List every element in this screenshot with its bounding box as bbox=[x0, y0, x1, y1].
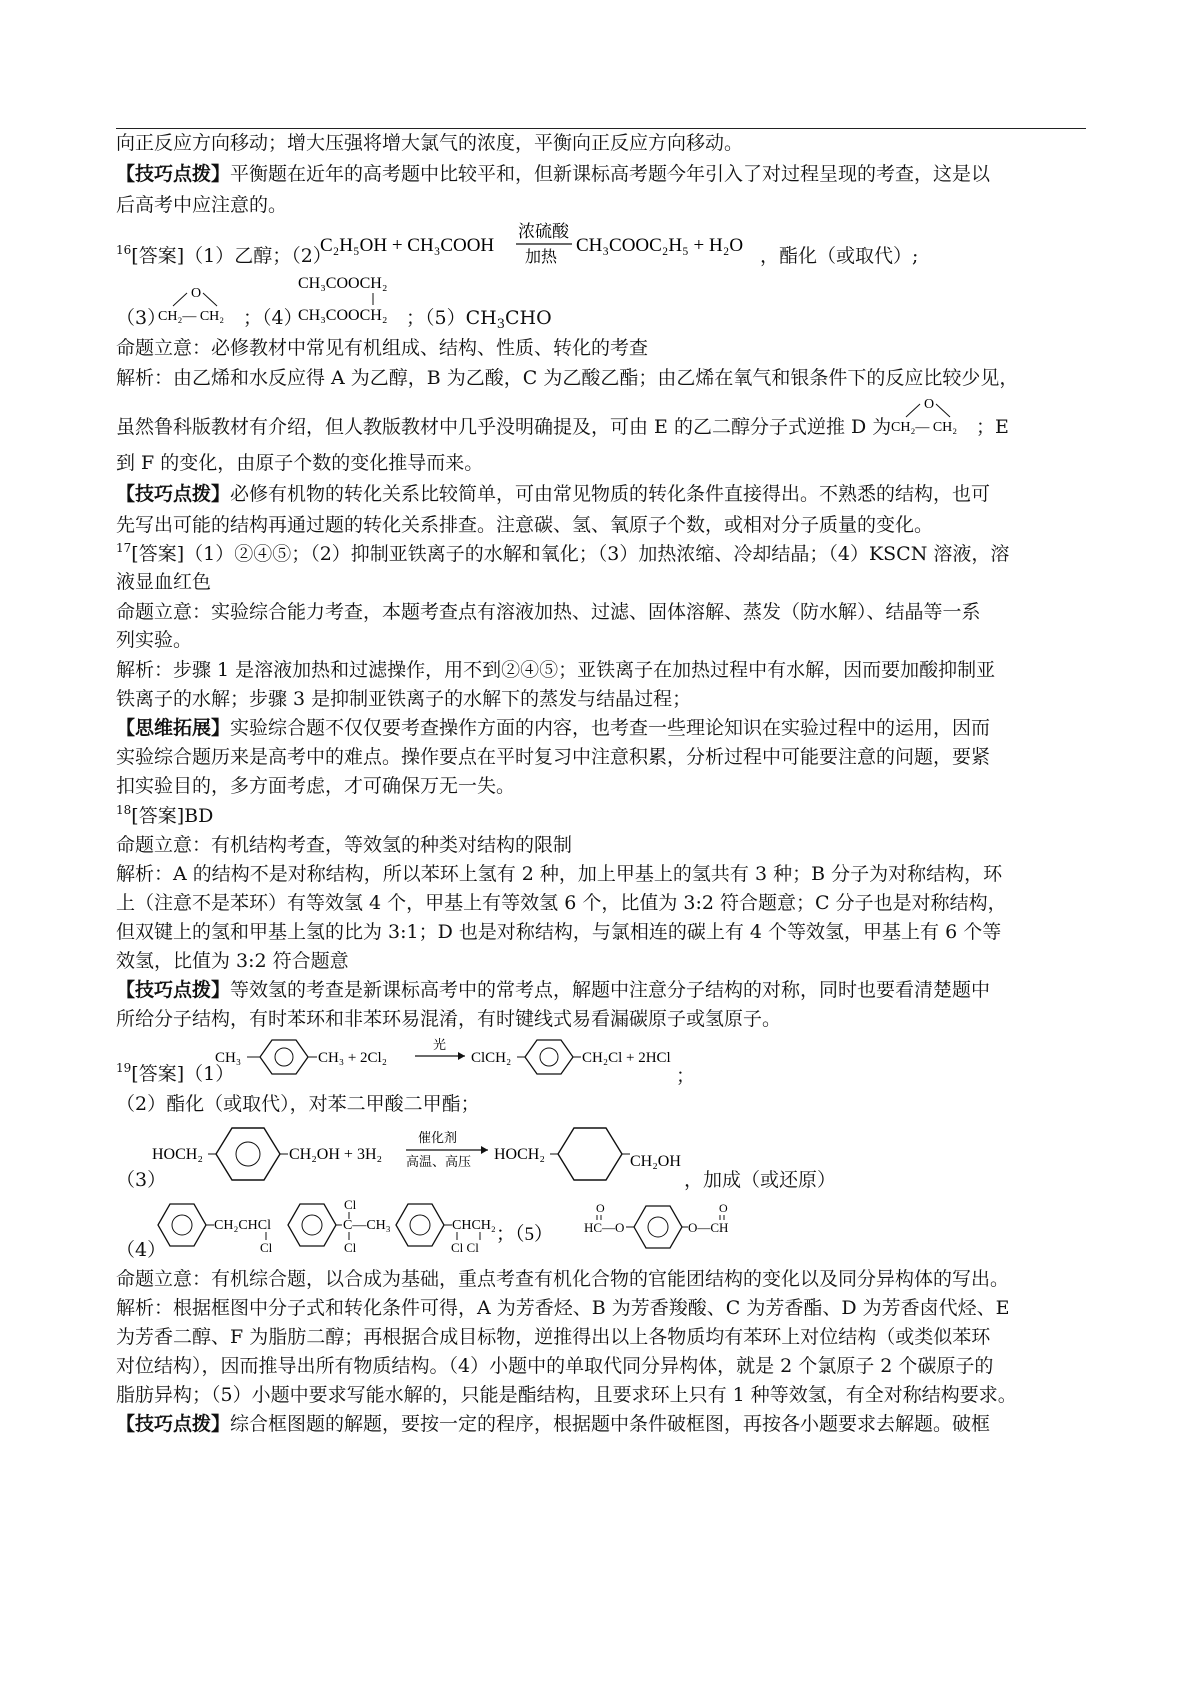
arrow-head bbox=[481, 1146, 488, 1154]
paragraph-line: 液显血红色 bbox=[116, 571, 212, 593]
benzene-ring-icon bbox=[158, 1204, 206, 1246]
epoxide-structure bbox=[888, 393, 978, 441]
text: ； bbox=[676, 1065, 696, 1087]
separator: ；（5） bbox=[496, 1224, 554, 1245]
isomer-structures bbox=[156, 1198, 756, 1268]
bond bbox=[203, 293, 217, 306]
chlorine-atom: Cl bbox=[344, 1240, 357, 1255]
methyl-group: CH₃ bbox=[215, 1050, 242, 1066]
ester-left: HC—O bbox=[584, 1220, 625, 1235]
benzene-ring-icon bbox=[260, 1040, 308, 1074]
text: CHO bbox=[504, 307, 552, 329]
equation-left: C₂H₅OH + CH₃COOH bbox=[320, 235, 495, 256]
paragraph-line: 先写出可能的结构再通过题的转化关系排查。注意碳、氢、氧原子个数，或相对分子质量的变化。 bbox=[116, 514, 934, 536]
text: [答案]（1）乙醇；（2） bbox=[131, 245, 332, 267]
analysis-line: 效氢，比值为 3:2 符合题意 bbox=[116, 950, 349, 972]
paragraph-line bbox=[116, 716, 990, 740]
benzene-ring-icon bbox=[525, 1040, 573, 1074]
analysis-line: 上（注意不是苯环）有等效氢 4 个，甲基上有等效氢 6 个，比值为 3:2 符合题意；C 分子也是对称结构， bbox=[116, 892, 1007, 914]
analysis-line: 为芳香二醇、F 为脂肪二醇；再根据合成目标物，逆推得出以上各物质均有苯环上对位结构（或类似苯环 bbox=[116, 1326, 991, 1348]
benzene-ring-icon bbox=[396, 1204, 444, 1246]
footnote-number: 19 bbox=[116, 1061, 132, 1075]
paragraph-line: （2）酯化（或取代），对苯二甲酸二甲酯； bbox=[116, 1093, 480, 1115]
diester-structure bbox=[298, 270, 410, 334]
condition-top: 催化剂 bbox=[418, 1130, 458, 1145]
diester-top: CH₃COOCH₂ bbox=[298, 275, 388, 292]
text: ；E bbox=[976, 416, 1009, 438]
analysis-line: 但双键上的氢和甲基上氢的比为 3:1；D 也是对称结构，与氯相连的碳上有 4 个等效氢，甲基上有 6 个等 bbox=[116, 921, 1002, 943]
bond bbox=[173, 293, 187, 306]
oxygen-atom: O bbox=[191, 286, 202, 301]
text: 必修有机物的转化关系比较简单，可由常见物质的转化条件直接得出。不熟悉的结构，也可 bbox=[230, 483, 991, 505]
paragraph-line: 所给分子结构，有时苯环和非苯环易混淆，有时键线式易看漏碳原子或氢原子。 bbox=[116, 1008, 782, 1030]
chlorine-atom: Cl bbox=[344, 1198, 357, 1212]
intent-line: 命题立意：实验综合能力考查，本题考查点有溶液加热、过滤、固体溶解、蒸发（防水解）、结晶等一系 bbox=[116, 601, 981, 623]
analysis-line: 对位结构），因而推导出所有物质结构。（4）小题中的单取代同分异构体，就是 2 个氯原子 2 个碳原子的 bbox=[116, 1355, 994, 1377]
isomer-2-chain: C—CH₃ bbox=[343, 1218, 391, 1233]
paragraph-line: 后高考中应注意的。 bbox=[116, 194, 288, 216]
condition: 光 bbox=[433, 1037, 447, 1052]
text: 综合框图题的解题，要按一定的程序，根据题中条件破框图，再按各小题要求去解题。破框 bbox=[230, 1413, 991, 1435]
equation-right: CH₃COOC₂H₅ + H₂O bbox=[576, 235, 744, 256]
analysis-line: 解析：根据框图中分子式和转化条件可得，A 为芳香烃、B 为芳香羧酸、C 为芳香酯、D 为芳香卤代烃、E bbox=[116, 1297, 1010, 1319]
text: ，酯化（或取代）; bbox=[760, 245, 919, 267]
paragraph-line: 扣实验目的，多方面考虑，才可确保万无一失。 bbox=[116, 775, 516, 797]
intent-line: 命题立意：有机综合题，以合成为基础，重点考查有机化合物的官能团结构的变化以及同分异构体的写出。 bbox=[116, 1268, 1010, 1290]
text: 平衡题在近年的高考题中比较平和，但新课标高考题今年引入了对过程呈现的考查，这是以 bbox=[230, 163, 991, 185]
text: ；（4） bbox=[243, 307, 303, 329]
benzene-ring-icon bbox=[634, 1206, 682, 1248]
isomer-1-chain: CH₂CHCl bbox=[214, 1218, 272, 1233]
condition-top: 浓硫酸 bbox=[518, 222, 569, 241]
chlorine-atoms: Cl Cl bbox=[451, 1240, 479, 1255]
tip-label: 【技巧点拨】 bbox=[116, 483, 231, 505]
tip-label: 【技巧点拨】 bbox=[116, 163, 231, 185]
condition-bottom: 加热 bbox=[525, 249, 558, 266]
text: [答案]（1）②④⑤；（2）抑制亚铁离子的水解和氧化；（3）加热浓缩、冷却结晶；（4）KSCN 溶液，溶 bbox=[131, 543, 1010, 565]
q17-answer-line bbox=[116, 542, 1009, 566]
think-label: 【思维拓展】 bbox=[116, 717, 231, 739]
text: ；$(5)CH_3CHO$ bbox=[406, 307, 552, 332]
paragraph-line bbox=[116, 1412, 990, 1436]
oxygen-atom: O bbox=[596, 1201, 605, 1215]
chlorine-atom: Cl bbox=[260, 1240, 273, 1255]
text: 实验综合题不仅仅要考查操作方面的内容，也考查一些理论知识在实验过程中的运用，因而 bbox=[230, 717, 991, 739]
reactant-left: HOCH₂ bbox=[152, 1146, 203, 1163]
bond bbox=[936, 404, 950, 417]
chlorination-equation bbox=[215, 1036, 685, 1084]
bond bbox=[906, 404, 920, 417]
text: （3） bbox=[116, 307, 167, 329]
epoxide-ring: CH₂— CH₂ bbox=[158, 309, 225, 324]
footnote-number: 17 bbox=[116, 541, 132, 555]
tip-label: 【技巧点拨】 bbox=[116, 979, 231, 1001]
text: 等效氢的考查是新课标高考中的常考点，解题中注意分子结构的对称，同时也要看清楚题中 bbox=[230, 979, 991, 1001]
tip-label: 【技巧点拨】 bbox=[116, 1413, 231, 1435]
epoxide-structure bbox=[155, 282, 245, 330]
paragraph-line bbox=[116, 978, 990, 1002]
oxygen-atom: O bbox=[924, 397, 935, 412]
diester-bottom: CH₃COOCH₂ bbox=[298, 307, 388, 324]
isomer-3-chain: CHCH₂ bbox=[452, 1218, 496, 1233]
ester-right: O—CH bbox=[688, 1220, 729, 1235]
product-left: ClCH₂ bbox=[471, 1050, 512, 1066]
analysis-line: 解析：A 的结构不是对称结构，所以苯环上氢有 2 种，加上甲基上的氢共有 3 种；B 分子为对称结构，环 bbox=[116, 863, 1003, 885]
paragraph-line bbox=[116, 162, 990, 186]
text: [答案]BD bbox=[131, 805, 214, 827]
paragraph-line bbox=[116, 482, 990, 506]
analysis-line: 脂肪异构；（5）小题中要求写能水解的，只能是酯结构，且要求环上只有 1 种等效氢，有全对称结构要求。 bbox=[116, 1384, 1017, 1406]
intent-line: 命题立意：有机结构考查，等效氢的种类对结构的限制 bbox=[116, 834, 573, 856]
product-right: CH₂OH bbox=[630, 1153, 681, 1170]
footnote-number: 18 bbox=[116, 803, 132, 817]
paragraph-line: 向正反应方向移动；增大压强将增大氯气的浓度，平衡向正反应方向移动。 bbox=[116, 132, 744, 154]
condition-bottom: 高温、高压 bbox=[406, 1154, 472, 1169]
benzene-ring-icon bbox=[216, 1128, 280, 1180]
cyclohexane-ring-icon bbox=[558, 1128, 622, 1180]
analysis-line: 铁离子的水解；步骤 3 是抑制亚铁离子的水解下的蒸发与结晶过程； bbox=[116, 688, 692, 710]
analysis-line: 到 F 的变化，由原子个数的变化推导而来。 bbox=[116, 452, 484, 474]
text: [答案]（1） bbox=[131, 1063, 235, 1085]
header-rule bbox=[116, 128, 1086, 129]
analysis-line: 虽然鲁科版教材有介绍，但人教版教材中几乎没明确提及，可由 E 的乙二醇分子式逆推 D 为 bbox=[116, 416, 892, 438]
q18-answer-line bbox=[116, 804, 213, 828]
analysis-line: 解析：由乙烯和水反应得 A 为乙醇，B 为乙酸，C 为乙酸乙酯；由乙烯在氧气和银条件下的反应比较少见， bbox=[116, 367, 1019, 389]
analysis-line: 解析：步骤 1 是溶液加热和过滤操作，用不到②④⑤；亚铁离子在加热过程中有水解，因而要加酸抑制亚 bbox=[116, 659, 996, 681]
esterification-equation bbox=[320, 222, 760, 268]
paragraph-line: （3） bbox=[116, 1169, 167, 1191]
product-left: HOCH₂ bbox=[494, 1146, 545, 1163]
epoxide-ring: CH₂— CH₂ bbox=[891, 420, 958, 435]
footnote-number: 16 bbox=[116, 243, 132, 257]
reactants: CH₃ + 2Cl₂ bbox=[318, 1050, 387, 1066]
reactant-right: CH₂OH + 3H₂ bbox=[289, 1146, 383, 1163]
arrow-head bbox=[458, 1052, 465, 1060]
hydrogenation-equation bbox=[152, 1124, 692, 1196]
text: ；（5）CH bbox=[406, 307, 497, 329]
paragraph-line: （4） bbox=[116, 1239, 167, 1261]
benzene-ring-icon bbox=[288, 1204, 336, 1246]
text: ，加成（或还原） bbox=[684, 1169, 837, 1191]
product-right: CH₂Cl + 2HCl bbox=[582, 1050, 671, 1066]
paragraph-line: 实验综合题历来是高考中的难点。操作要点在平时复习中注意积累，分析过程中可能要注意的问题，要紧 bbox=[116, 746, 991, 768]
oxygen-atom: O bbox=[719, 1201, 728, 1215]
paragraph-line: 列实验。 bbox=[116, 629, 193, 651]
intent-line: 命题立意：必修教材中常见有机组成、结构、性质、转化的考查 bbox=[116, 337, 649, 359]
q16-answer-line bbox=[116, 244, 332, 268]
